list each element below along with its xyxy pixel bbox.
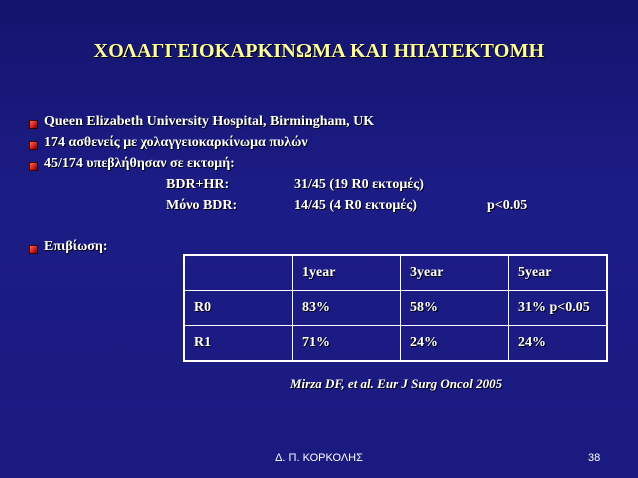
bullet-square-icon xyxy=(29,141,38,150)
table-cell: 31% p<0.05 xyxy=(509,291,608,326)
table-row xyxy=(184,326,607,362)
bullet-text-patients: 174 ασθενείς με χολαγγειοκαρκίνωμα πυλών xyxy=(44,135,308,150)
table-cell: 71% xyxy=(293,326,401,362)
bullet-text-resection: 45/174 υπεβλήθησαν σε εκτομή: xyxy=(44,156,235,171)
resection-label: Μόνο BDR: xyxy=(166,198,238,213)
bullet-text-hospital: Queen Elizabeth University Hospital, Birmingham, UK xyxy=(44,114,375,129)
bullet-square-icon xyxy=(29,162,38,171)
table-header-cell: 5year xyxy=(509,255,608,291)
page-number: 38 xyxy=(588,452,601,464)
table-row xyxy=(184,291,607,326)
table-cell: 58% xyxy=(401,291,509,326)
table-cell xyxy=(184,255,293,291)
table-row-label: R0 xyxy=(184,291,293,326)
resection-value: 14/45 (4 R0 εκτομές) xyxy=(294,198,417,213)
survival-label: Επιβίωση: xyxy=(44,239,108,254)
survival-table xyxy=(183,254,608,362)
table-cell: 24% xyxy=(509,326,608,362)
table-header-cell: 1year xyxy=(293,255,401,291)
bullet-square-icon xyxy=(29,120,38,129)
footer-author: Δ. Π. ΚΟΡΚΟΛΗΣ xyxy=(275,452,363,464)
resection-p-value: p<0.05 xyxy=(487,198,528,213)
slide-title: ΧΟΛΑΓΓΕΙΟΚΑΡΚΙΝΩΜΑ ΚΑΙ ΗΠΑΤΕΚΤΟΜΗ xyxy=(93,40,545,62)
table-header-cell: 3year xyxy=(401,255,509,291)
bullet-square-icon xyxy=(29,245,38,254)
table-cell: 83% xyxy=(293,291,401,326)
table-header-row xyxy=(184,255,607,291)
resection-label: BDR+HR: xyxy=(166,177,230,192)
table-row-label: R1 xyxy=(184,326,293,362)
citation: Mirza DF, et al. Eur J Surg Oncol 2005 xyxy=(290,376,503,391)
resection-value: 31/45 (19 R0 εκτομές) xyxy=(294,177,424,192)
table-cell: 24% xyxy=(401,326,509,362)
